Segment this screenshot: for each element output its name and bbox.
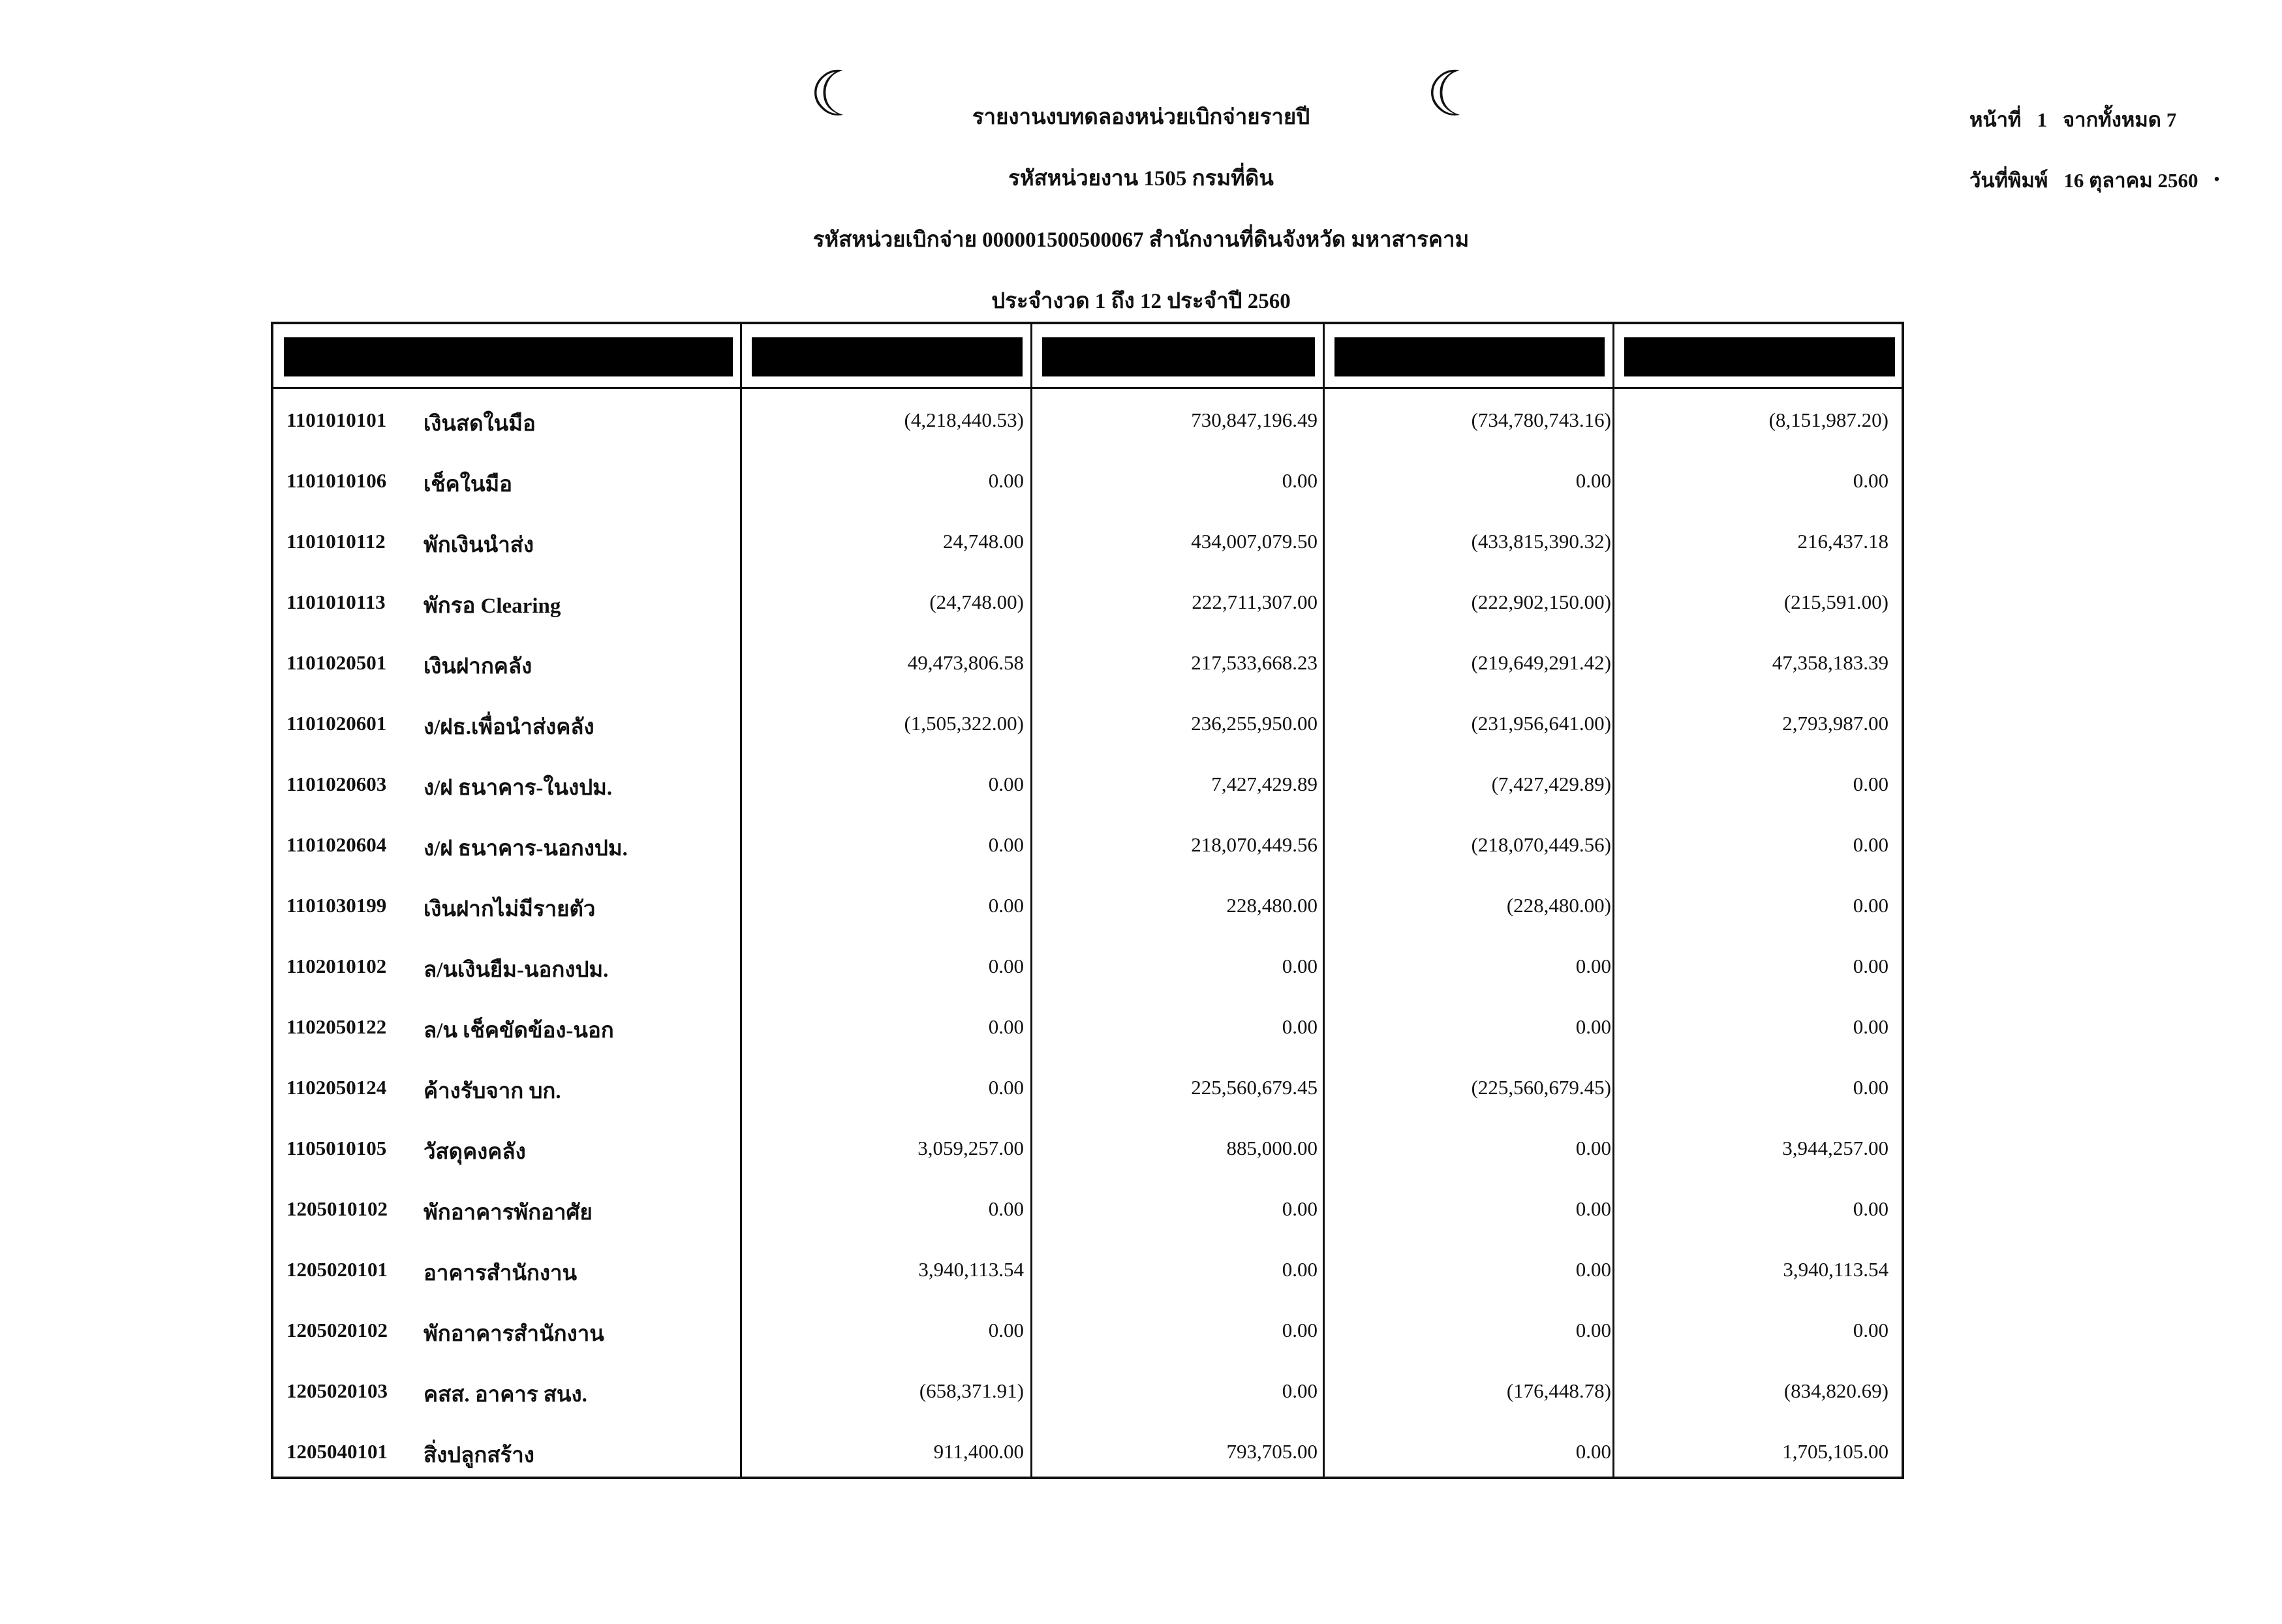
credit-amount: 0.00 — [1575, 1197, 1611, 1220]
debit-amount: 0.00 — [1282, 1319, 1318, 1341]
credit-amount: (225,560,679.45) — [1471, 1076, 1611, 1099]
closing-balance: 0.00 — [1853, 469, 1889, 492]
opening-balance: (1,505,322.00) — [904, 712, 1024, 735]
page-number: 1 — [2037, 108, 2047, 131]
credit-amount: (734,780,743.16) — [1471, 408, 1611, 431]
closing-balance: 1,705,105.00 — [1782, 1440, 1889, 1463]
account-code: 1205020101 — [286, 1258, 388, 1281]
account-code: 1105010105 — [286, 1137, 387, 1159]
agency-line: รหัสหน่วยงาน 1505 กรมที่ดิน — [1008, 167, 1274, 191]
table-row — [273, 1056, 1902, 1117]
opening-balance: 24,748.00 — [943, 530, 1024, 553]
trial-balance-table — [271, 322, 1904, 1479]
closing-balance: 0.00 — [1853, 833, 1889, 856]
table-row — [273, 814, 1902, 874]
closing-balance: 0.00 — [1853, 1015, 1889, 1038]
opening-balance: 0.00 — [988, 955, 1024, 977]
opening-balance: (24,748.00) — [929, 590, 1024, 613]
credit-amount: (228,480.00) — [1506, 894, 1611, 917]
account-name: เงินสดในมือ — [424, 412, 536, 436]
account-name: เงินฝากคลัง — [424, 655, 532, 679]
account-name: พักอาคารสำนักงาน — [424, 1323, 604, 1346]
opening-balance: (658,371.91) — [919, 1379, 1024, 1402]
closing-balance: 0.00 — [1853, 1319, 1889, 1341]
debit-amount: 217,533,668.23 — [1191, 651, 1318, 674]
closing-balance: 3,940,113.54 — [1783, 1258, 1889, 1281]
account-code: 1101020604 — [286, 833, 387, 856]
redacted-header-debit — [1042, 337, 1315, 376]
opening-balance: 0.00 — [988, 469, 1024, 492]
account-name: พักรอ Clearing — [424, 594, 561, 618]
debit-amount: 7,427,429.89 — [1211, 773, 1318, 795]
closing-balance: 0.00 — [1853, 955, 1889, 977]
account-name: ค้างรับจาก บก. — [424, 1080, 561, 1103]
opening-balance: 0.00 — [988, 773, 1024, 795]
debit-amount: 793,705.00 — [1226, 1440, 1318, 1463]
credit-amount: (222,902,150.00) — [1471, 590, 1611, 613]
table-row — [273, 389, 1902, 450]
debit-amount: 0.00 — [1282, 1015, 1318, 1038]
redacted-header-opening — [752, 337, 1023, 376]
closing-balance: (8,151,987.20) — [1768, 408, 1889, 431]
debit-amount: 218,070,449.56 — [1191, 833, 1318, 856]
opening-balance: 0.00 — [988, 833, 1024, 856]
account-code: 1205020103 — [286, 1379, 388, 1402]
account-name: อาคารสำนักงาน — [424, 1262, 578, 1285]
total-label: จากทั้งหมด — [2062, 108, 2161, 131]
table-body — [273, 389, 1902, 1481]
account-code: 1101030199 — [286, 894, 387, 917]
closing-balance: 0.00 — [1853, 894, 1889, 917]
opening-balance: 0.00 — [988, 1197, 1024, 1220]
account-code: 1101020603 — [286, 773, 387, 795]
debit-amount: 885,000.00 — [1226, 1137, 1318, 1159]
disbursement-unit-line: รหัสหน่วยเบิกจ่าย 000001500500067 สำนักงานที่ดินจังหวัด มหาสารคาม — [812, 228, 1470, 252]
account-name: ง/ฝ ธนาคาร-ในงปม. — [424, 776, 613, 800]
closing-balance: 0.00 — [1853, 1197, 1889, 1220]
closing-balance: 0.00 — [1853, 1076, 1889, 1099]
closing-balance: 216,437.18 — [1797, 530, 1889, 553]
opening-balance: 49,473,806.58 — [907, 651, 1024, 674]
account-code: 1101010106 — [286, 469, 387, 492]
credit-amount: (231,956,641.00) — [1471, 712, 1611, 735]
closing-balance: 3,944,257.00 — [1782, 1137, 1889, 1159]
table-row — [273, 996, 1902, 1056]
closing-balance: 2,793,987.00 — [1782, 712, 1889, 735]
opening-balance: 3,059,257.00 — [917, 1137, 1024, 1159]
debit-amount: 0.00 — [1282, 1197, 1318, 1220]
table-row — [273, 1238, 1902, 1299]
print-date-label: วันที่พิมพ์ — [1969, 169, 2048, 192]
opening-balance: 0.00 — [988, 894, 1024, 917]
account-code: 1205040101 — [286, 1440, 388, 1463]
decorative-mark-right: ☾ — [1426, 57, 1483, 130]
credit-amount: 0.00 — [1575, 469, 1611, 492]
total-pages: 7 — [2166, 108, 2177, 131]
closing-balance: (215,591.00) — [1783, 590, 1889, 613]
debit-amount: 0.00 — [1282, 1258, 1318, 1281]
account-name: ง/ฝธ.เพื่อนำส่งคลัง — [424, 716, 594, 739]
opening-balance: 0.00 — [988, 1015, 1024, 1038]
account-name: คสส. อาคาร สนง. — [424, 1383, 587, 1407]
account-code: 1101010112 — [286, 530, 386, 553]
redacted-header-credit — [1334, 337, 1605, 376]
debit-amount: 0.00 — [1282, 1379, 1318, 1402]
table-row — [273, 692, 1902, 753]
opening-balance: 3,940,113.54 — [918, 1258, 1024, 1281]
table-row — [273, 935, 1902, 996]
account-code: 1101020501 — [286, 651, 387, 674]
debit-amount: 236,255,950.00 — [1191, 712, 1318, 735]
debit-amount: 0.00 — [1282, 469, 1318, 492]
table-row — [273, 1360, 1902, 1420]
table-row — [273, 450, 1902, 510]
account-name: เงินฝากไม่มีรายตัว — [424, 898, 596, 921]
credit-amount: (218,070,449.56) — [1471, 833, 1611, 856]
credit-amount: 0.00 — [1575, 1258, 1611, 1281]
account-code: 1102050122 — [286, 1015, 387, 1038]
page-dot: . — [2213, 157, 2220, 187]
credit-amount: (433,815,390.32) — [1471, 530, 1611, 553]
print-date: 16 ตุลาคม 2560 — [2063, 169, 2198, 192]
debit-amount: 225,560,679.45 — [1191, 1076, 1318, 1099]
account-code: 1101020601 — [286, 712, 387, 735]
redacted-header-closing — [1624, 337, 1895, 376]
credit-amount: (7,427,429.89) — [1491, 773, 1611, 795]
print-date-row — [1969, 165, 2214, 226]
report-title: รายงานงบทดลองหน่วยเบิกจ่ายรายปี — [972, 106, 1310, 129]
account-code: 1101010101 — [286, 408, 387, 431]
page-info — [1969, 104, 2214, 226]
table-row — [273, 753, 1902, 814]
account-name: ล/น เช็คขัดข้อง-นอก — [424, 1019, 614, 1043]
account-name: เช็คในมือ — [424, 473, 512, 497]
account-code: 1102010102 — [286, 955, 387, 977]
account-code: 1205020102 — [286, 1319, 388, 1341]
opening-balance: 0.00 — [988, 1319, 1024, 1341]
account-code: 1102050124 — [286, 1076, 387, 1099]
page-label: หน้าที่ — [1969, 108, 2022, 131]
account-code: 1101010113 — [286, 590, 386, 613]
credit-amount: 0.00 — [1575, 1319, 1611, 1341]
closing-balance: 0.00 — [1853, 773, 1889, 795]
table-row — [273, 632, 1902, 692]
credit-amount: (176,448.78) — [1506, 1379, 1611, 1402]
table-row — [273, 510, 1902, 571]
debit-amount: 222,711,307.00 — [1192, 590, 1318, 613]
report-header — [0, 98, 2282, 343]
credit-amount: 0.00 — [1575, 1440, 1611, 1463]
debit-amount: 228,480.00 — [1226, 894, 1318, 917]
table-row — [273, 571, 1902, 632]
debit-amount: 434,007,079.50 — [1191, 530, 1318, 553]
page-number-row — [1969, 104, 2214, 165]
credit-amount: (219,649,291.42) — [1471, 651, 1611, 674]
account-name: วัสดุคงคลัง — [424, 1141, 526, 1164]
redacted-header-account — [284, 337, 733, 376]
account-name: ง/ฝ ธนาคาร-นอกงปม. — [424, 837, 628, 861]
account-name: พักเงินนำส่ง — [424, 534, 534, 557]
table-row — [273, 1420, 1902, 1481]
debit-amount: 730,847,196.49 — [1191, 408, 1318, 431]
closing-balance: 47,358,183.39 — [1772, 651, 1889, 674]
opening-balance: (4,218,440.53) — [904, 408, 1024, 431]
table-row — [273, 874, 1902, 935]
period-line: ประจำงวด 1 ถึง 12 ประจำปี 2560 — [991, 290, 1291, 313]
debit-amount: 0.00 — [1282, 955, 1318, 977]
account-code: 1205010102 — [286, 1197, 388, 1220]
closing-balance: (834,820.69) — [1783, 1379, 1889, 1402]
opening-balance: 911,400.00 — [933, 1440, 1024, 1463]
account-name: ล/นเงินยืม-นอกงปม. — [424, 958, 609, 982]
account-name: สิ่งปลูกสร้าง — [424, 1444, 534, 1467]
opening-balance: 0.00 — [988, 1076, 1024, 1099]
table-header-row — [273, 324, 1902, 389]
table-row — [273, 1178, 1902, 1238]
account-name: พักอาคารพักอาศัย — [424, 1201, 593, 1225]
table-row — [273, 1117, 1902, 1178]
credit-amount: 0.00 — [1575, 955, 1611, 977]
credit-amount: 0.00 — [1575, 1015, 1611, 1038]
credit-amount: 0.00 — [1575, 1137, 1611, 1159]
decorative-mark-left: ☾ — [809, 57, 866, 130]
table-row — [273, 1299, 1902, 1360]
